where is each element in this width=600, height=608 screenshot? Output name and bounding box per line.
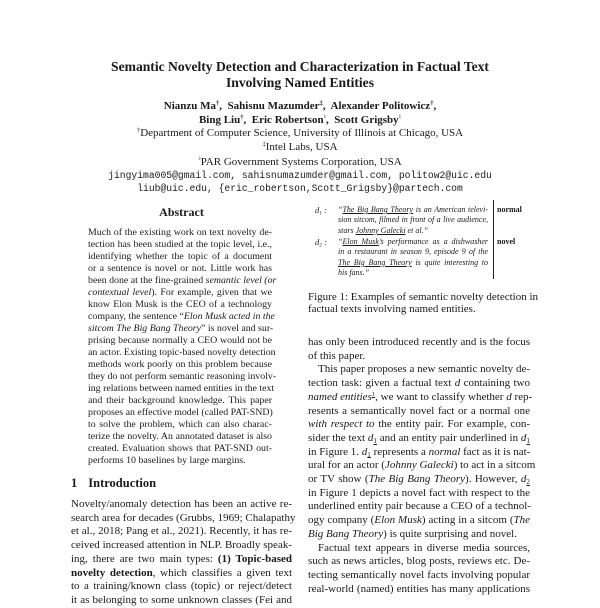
text-line <box>88 383 275 395</box>
author: Eric Robertson♮ <box>251 114 326 126</box>
affiliation: †Department of Computer Science, University of Illinois at Chicago, USA <box>136 127 464 139</box>
author: Nianzu Ma† <box>163 100 220 112</box>
text-segment: Elon Musk <box>374 514 422 527</box>
text-line <box>338 237 488 247</box>
text-line <box>308 473 530 487</box>
text-line <box>308 336 530 350</box>
email-line-2: liub@uic.edu, {eric_robertson,Scott_Grigsby}@partech.com <box>137 183 463 194</box>
text-segment: or TV show ( <box>308 473 369 486</box>
text-segment: containing two <box>460 377 530 390</box>
text-segment: fact as it is nat- <box>460 445 531 458</box>
text-line <box>88 347 276 359</box>
text-segment: to a training/known class (topic) or reject/detect <box>71 580 292 593</box>
text-segment: The Big Bang Theory <box>338 257 412 267</box>
author-line-1: Nianzu Ma†, Sahisnu Mazumder‡, Alexander Politowicz†, <box>163 100 437 112</box>
text-line <box>88 275 277 287</box>
text-segment: et al., 2018; Pang et al., 2021). Recently, it has re- <box>71 525 292 538</box>
text-segment: 1 <box>373 436 377 445</box>
text-line <box>308 542 530 556</box>
text-segment: Factual text appears in diverse media sources, <box>318 541 530 554</box>
text-line <box>88 311 275 323</box>
text-segment: The Big Bang Theory <box>368 473 466 486</box>
paper-title-line-2: Involving Named Entities <box>225 75 375 90</box>
text-segment: d <box>506 390 512 403</box>
text-segment: contextual level <box>88 287 152 298</box>
text-line <box>308 528 530 542</box>
text-segment: identifying whether the topic of a document <box>88 251 272 262</box>
text-segment: ). For example, given that we <box>151 287 272 298</box>
text-segment: ing relations between named entities in the text <box>88 383 275 394</box>
text-segment: ) to act in a sitcom <box>453 459 536 472</box>
text-line <box>338 247 488 257</box>
text-segment: been done at the fine-grained <box>88 275 206 286</box>
text-line <box>88 251 272 263</box>
text-line <box>308 459 536 473</box>
text-segment: of this paper. <box>308 349 366 362</box>
affiliation: ♮PAR Government Systems Corporation, USA <box>198 156 402 168</box>
right-column-body <box>308 336 536 596</box>
text-line <box>338 268 488 278</box>
text-segment: search area for decades (Grubbs, 1969; Chalapathy <box>71 511 296 524</box>
text-segment: Figure 1: Examples of semantic novelty detection in <box>308 291 539 303</box>
text-segment: rep- <box>511 390 533 403</box>
text-segment: stars <box>338 225 356 235</box>
section-heading-introduction <box>71 476 156 490</box>
text-segment: ) acting in a sitcom ( <box>421 514 514 527</box>
text-segment: company, the sentence “ <box>88 311 184 322</box>
text-line <box>308 390 533 405</box>
text-line <box>71 594 292 608</box>
text-line <box>88 407 272 419</box>
example-label-d1: $d_1$ : <box>315 205 327 217</box>
text-segment: with respect to <box>308 418 375 431</box>
text-line <box>71 553 292 567</box>
text-segment: 1 <box>526 436 530 445</box>
text-segment: d <box>454 377 461 390</box>
text-segment: represents a <box>370 445 429 458</box>
text-segment: et al.” <box>405 225 428 235</box>
text-segment: sion sitcom, filmed in front of a live audience, <box>338 215 488 225</box>
text-segment: in Figure 1. <box>308 445 362 458</box>
text-segment: to solve the problem, which can also charac- <box>88 419 272 430</box>
text-segment: proposes an effective model (called PAT-SND) <box>88 407 273 418</box>
text-segment: semantic level (or <box>205 275 277 286</box>
text-segment: d <box>367 431 374 444</box>
text-segment: ural for an actor ( <box>308 459 385 472</box>
text-segment: an actor. Existing topic-based novelty detection <box>88 347 276 358</box>
text-segment: sider the text <box>308 431 368 444</box>
example-text-d1 <box>338 205 488 236</box>
text-segment: know Elon Musk is the CEO of a technology <box>88 299 272 310</box>
text-line <box>308 363 530 377</box>
text-segment: resents a semantically novel fact or a normal one <box>308 404 530 417</box>
text-line <box>88 299 272 311</box>
text-line <box>71 498 292 512</box>
text-segment: methods work poorly on this problem because <box>88 359 272 370</box>
text-segment: factual texts involving named entities. <box>308 303 476 315</box>
text-line <box>71 511 296 526</box>
text-segment: “ <box>338 237 343 246</box>
text-segment: normal <box>428 445 461 458</box>
text-line <box>338 226 488 236</box>
text-segment: sitcom The Big Bang Theory <box>88 323 202 334</box>
text-line <box>308 350 530 364</box>
example-label-d2: $d_2$ : <box>315 237 327 249</box>
text-line <box>88 287 272 299</box>
text-segment: novelty detection <box>71 566 153 579</box>
text-line <box>71 580 292 594</box>
text-line <box>88 443 272 455</box>
text-line <box>88 371 277 383</box>
text-line <box>88 323 272 335</box>
text-segment: 1 <box>371 390 376 398</box>
text-segment: 2 <box>526 477 530 486</box>
text-segment: such as news articles, blog posts, reviews etc. De- <box>308 555 530 568</box>
text-segment: or a sentence is novel or not. Little work has <box>88 263 272 274</box>
text-segment: the entity pair. For example, con- <box>374 418 530 431</box>
section-number: 1 <box>71 476 78 490</box>
text-line <box>88 455 272 467</box>
text-segment: and their background knowledge. This paper <box>88 395 272 406</box>
text-line <box>88 263 272 275</box>
text-line <box>88 335 272 347</box>
text-segment: and an entity pair underlined in <box>376 431 521 444</box>
text-segment: d <box>520 473 527 486</box>
figure-caption <box>308 291 539 315</box>
text-line <box>308 569 530 583</box>
text-line <box>88 359 272 371</box>
text-segment: Much of the existing work on text novelty de- <box>88 227 272 238</box>
text-segment: ing, there are two main types: <box>71 552 218 565</box>
text-line <box>338 258 488 268</box>
text-segment: terize the novelty. An annotated dataset is also <box>88 431 272 442</box>
text-segment: created. Evaluation shows that PAT-SND out- <box>88 443 272 454</box>
text-segment: ) is quite surprising and novel. <box>383 527 517 540</box>
section-title: Introduction <box>88 476 157 490</box>
text-segment: ceived increased attention in NLP. Broadly speak- <box>71 539 292 552</box>
text-line <box>308 303 530 315</box>
text-line <box>308 583 530 597</box>
text-line <box>308 500 530 514</box>
text-segment: d <box>520 431 527 444</box>
text-line <box>308 487 530 501</box>
text-segment: The Big Bang Theory <box>342 205 414 214</box>
affiliation: ‡Intel Labs, USA <box>262 141 338 153</box>
text-line <box>308 555 530 569</box>
text-line <box>88 227 272 239</box>
text-segment: tection has been studied at the topic level, i.e., <box>88 239 272 250</box>
text-segment: real-world (named) entities has many applications <box>308 582 530 595</box>
text-line <box>308 418 530 432</box>
text-segment: ” is novel and sur- <box>201 323 274 334</box>
author: Bing Liu† <box>198 114 244 126</box>
text-segment: “ <box>338 205 343 214</box>
text-segment: named entities <box>308 390 372 403</box>
text-segment: (1) Topic-based <box>217 552 292 565</box>
text-segment: underlined entity pair because a CEO of a technol- <box>308 500 531 513</box>
text-segment: This paper proposes a new semantic novelty de- <box>318 363 530 376</box>
text-segment: is quite interesting to <box>411 257 488 267</box>
text-segment: The <box>513 514 530 527</box>
text-segment: ogy company ( <box>308 514 375 527</box>
text-line <box>88 395 272 407</box>
text-segment: , which classifies a given text <box>152 566 293 579</box>
text-line <box>308 405 530 419</box>
text-segment: is an American televi- <box>413 205 488 214</box>
email-line-1: jingyima005@gmail.com, sahisnumazumder@gmail.com, politow2@uic.edu <box>108 170 492 181</box>
text-line <box>308 446 530 460</box>
author: Alexander Politowicz† <box>330 100 434 112</box>
text-segment: d <box>361 445 368 458</box>
text-line <box>88 431 272 443</box>
figure-divider-line <box>493 200 494 279</box>
text-line <box>308 514 530 528</box>
paper-title-line-1: Semantic Novelty Detection and Characterization in Factual Text <box>111 59 489 74</box>
text-segment: Johnny Galecki <box>355 225 406 235</box>
text-segment: Big Bang Theory <box>308 527 384 540</box>
text-line <box>308 291 539 303</box>
author: Scott Grigsby♮ <box>334 114 402 126</box>
text-segment: his fans.” <box>338 268 370 278</box>
text-line <box>308 432 530 446</box>
text-segment: in a restaurant in season 9, episode 9 of the <box>338 247 488 257</box>
text-segment: Elon Musk <box>342 237 379 246</box>
text-line <box>88 239 272 251</box>
introduction-body <box>71 498 296 608</box>
abstract-body <box>88 227 277 467</box>
text-line <box>338 215 488 225</box>
text-segment: they do not perform semantic reasoning involv- <box>88 371 277 382</box>
text-segment: has only been introduced recently and is the focus <box>308 336 530 348</box>
text-segment: Johnny Galecki <box>384 459 454 472</box>
text-line <box>71 525 292 539</box>
text-line <box>308 377 530 391</box>
text-segment: Novelty/anomaly detection has been an active re- <box>71 498 292 510</box>
text-line <box>71 539 292 553</box>
text-segment: ). However, <box>465 473 521 486</box>
author-line-2: Bing Liu†, Eric Robertson♮, Scott Grigsby♮ <box>198 114 402 126</box>
text-line <box>88 419 272 431</box>
text-line <box>71 567 292 581</box>
text-segment: tection task: given a factual text <box>308 377 455 390</box>
text-segment: prising because normally a CEO would not be <box>88 335 272 346</box>
text-line <box>338 205 488 215</box>
example-class-normal: normal <box>497 205 522 214</box>
text-segment: performs 10 baselines by large margins. <box>88 455 246 466</box>
text-segment: , we want to classify whether <box>375 390 507 403</box>
author: Sahisnu Mazumder‡ <box>227 100 323 112</box>
text-segment: tecting semantically novel facts involving popular <box>308 568 530 581</box>
text-segment: 1 <box>367 450 371 459</box>
text-segment: ’s performance as a dishwasher <box>378 237 488 246</box>
text-segment: it as belonging to some unknown classes (Fei and <box>71 593 292 606</box>
example-text-d2 <box>338 237 488 279</box>
text-segment: in Figure 1 depicts a novel fact with respect to the <box>308 486 530 499</box>
abstract-heading: Abstract <box>159 205 204 219</box>
text-segment: Elon Musk acted in the <box>183 311 275 322</box>
example-class-novel: novel <box>497 237 516 246</box>
